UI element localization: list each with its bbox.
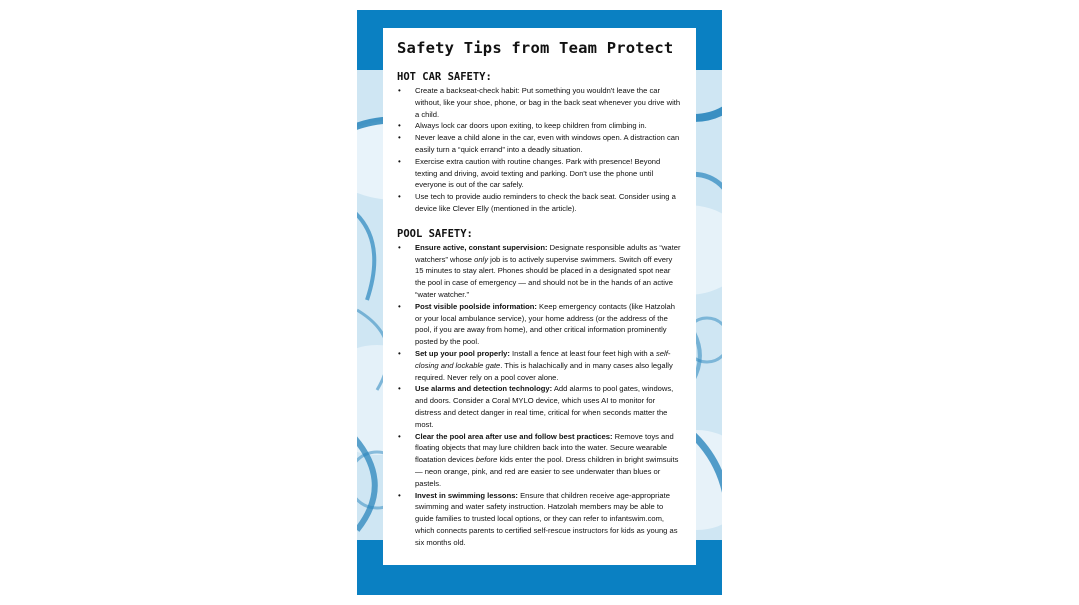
tips-card — [383, 28, 696, 565]
list-item: • Clear the pool area after use and follow best practices: Remove toys and floating objects that may lure children back into the water. Secure wearable floatation devices before kids enter the pool. Dress children in bright swimsuits — neon orange, pink, and red are easier to see underwater than blues or pastels. — [397, 431, 682, 490]
list-item: • Exercise extra caution with routine changes. Park with presence! Beyond texting and driving, avoid texting and parking. Don't use the phone until everyone is out of the car safely. — [397, 156, 682, 191]
pool-safety-list — [397, 242, 682, 549]
list-item: • Never leave a child alone in the car, even with windows open. A distraction can easily turn a “quick errand” into a deadly situation. — [397, 132, 682, 156]
list-item: • Ensure active, constant supervision: Designate responsible adults as “water watchers” whose only job is to actively supervise swimmers. Switch off every 15 minutes to stay alert. Phones should be placed in a designated spot near the pool in case of emergency — and should not be in the hands of an active “water watcher.” — [397, 242, 682, 301]
list-item: • Invest in swimming lessons: Ensure that children receive age-appropriate swimming and water safety instruction. Hatzolah members may be able to guide families to trusted local options, or they can refer to infantswim.com, which connects parents to certified self-rescue instructors for kids as young as six months old. — [397, 490, 682, 549]
hot-car-list — [397, 85, 682, 215]
hot-car-heading: HOT CAR SAFETY: — [397, 71, 492, 83]
page-title: Safety Tips from Team Protect — [397, 39, 674, 57]
poster — [357, 10, 722, 595]
list-item: • Use tech to provide audio reminders to check the back seat. Consider using a device like Clever Elly (mentioned in the article). — [397, 191, 682, 215]
list-item: • Always lock car doors upon exiting, to keep children from climbing in. — [397, 120, 682, 132]
list-item: • Set up your pool properly: Install a fence at least four feet high with a self-closing and lockable gate. This is halachically and in many cases also legally required. Never rely on a pool cover alone. — [397, 348, 682, 383]
list-item: • Use alarms and detection technology: Add alarms to pool gates, windows, and doors. Consider a Coral MYLO device, which uses AI to monitor for distress and detect danger in real time, critical for when seconds matter the most. — [397, 383, 682, 430]
list-item: • Create a backseat-check habit: Put something you wouldn't leave the car without, like your shoe, phone, or bag in the back seat whenever you drive with a child. — [397, 85, 682, 120]
pool-safety-heading: POOL SAFETY: — [397, 227, 473, 240]
list-item: • Post visible poolside information: Keep emergency contacts (like Hatzolah or your local ambulance service), your home address (or the address of the pool, if you are away from home), and other critical information prominently posted by the pool. — [397, 301, 682, 348]
